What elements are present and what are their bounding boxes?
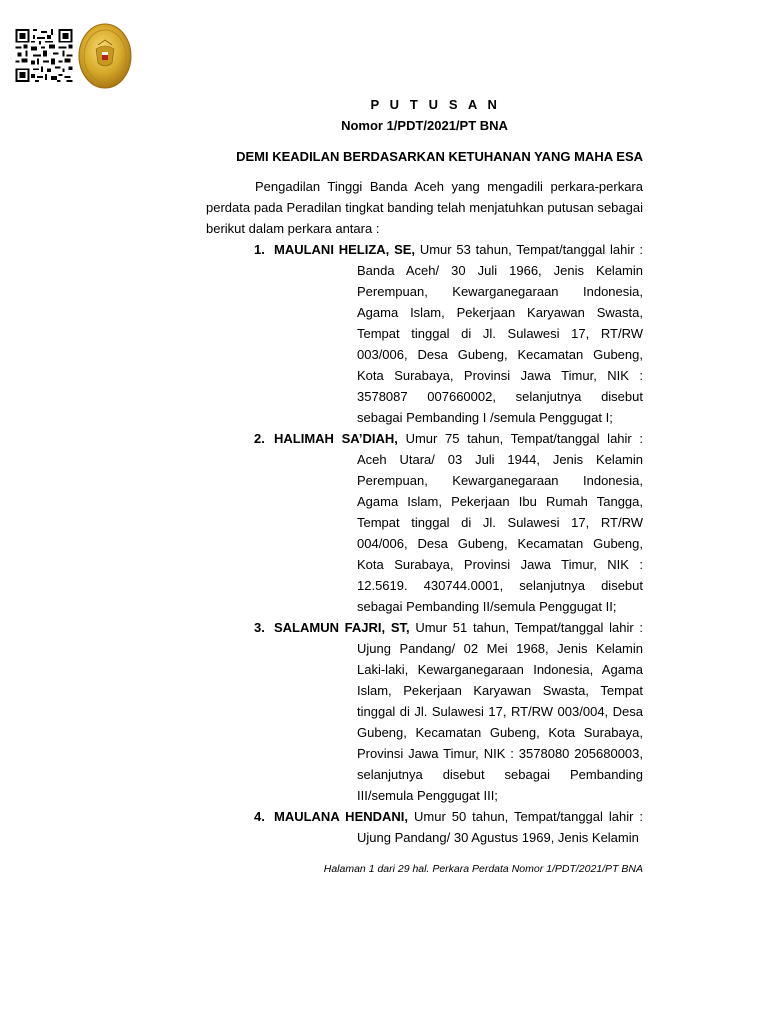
party-details: Banda Aceh/ 30 Juli 1966, Jenis Kelamin Perempuan, Kewarganegaraan Indonesia, Agama Islam, Pekerjaan Karyawan Swasta, Tempat tinggal di Jl. Sulawesi 17, RT/RW 003/006, Desa Gubeng, Kecamatan Gubeng, Kota Surabaya, Provinsi Jawa Timur, NIK : 3578087 007660002, selanjutnya disebut sebagai Pembanding I /semula Penggugat I; <box>357 263 643 425</box>
document-title: P U T U S A N <box>370 97 501 112</box>
qr-code-icon <box>15 29 73 82</box>
party-first-detail: Umur 50 tahun, Tempat/tanggal lahir : <box>414 809 643 824</box>
party-item <box>206 239 643 428</box>
party-first-line <box>274 806 643 827</box>
party-first-detail: Umur 53 tahun, Tempat/tanggal lahir : <box>419 242 643 257</box>
party-name: HALIMAH SA’DIAH, <box>274 431 398 446</box>
case-number: Nomor 1/PDT/2021/PT BNA <box>341 118 508 133</box>
party-details: Ujung Pandang/ 30 Agustus 1969, Jenis Kelamin <box>357 830 639 845</box>
party-number: 3. <box>254 620 265 635</box>
party-first-line <box>274 428 643 449</box>
party-first-detail: Umur 75 tahun, Tempat/tanggal lahir : <box>405 431 643 446</box>
party-number: 1. <box>254 242 265 257</box>
party-first-line <box>274 239 643 260</box>
party-details: Ujung Pandang/ 02 Mei 1968, Jenis Kelamin Laki-laki, Kewarganegaraan Indonesia, Agama Islam, Pekerjaan Karyawan Swasta, Tempat tinggal di Jl. Sulawesi 17, RT/RW 003/004, Desa Gubeng, Kecamatan Gubeng, Kota Surabaya, Provinsi Jawa Timur, NIK : 3578080 205680003, selanjutnya disebut sebagai Pembanding III/semula Penggugat III; <box>357 641 643 803</box>
party-number: 2. <box>254 431 265 446</box>
party-first-line <box>274 617 643 638</box>
verdict-document <box>206 94 643 848</box>
intro-paragraph: Pengadilan Tinggi Banda Aceh yang mengadili perkara-perkara perdata pada Peradilan tingkat banding telah menjatuhkan putusan sebagai berikut dalam perkara antara : <box>206 179 643 236</box>
party-name: MAULANA HENDANI, <box>274 809 409 824</box>
party-item <box>206 617 643 806</box>
party-first-detail: Umur 51 tahun, Tempat/tanggal lahir : <box>415 620 643 635</box>
party-item <box>206 428 643 617</box>
page-footer: Halaman 1 dari 29 hal. Perkara Perdata Nomor 1/PDT/2021/PT BNA <box>323 863 643 875</box>
party-name: SALAMUN FAJRI, ST, <box>274 620 410 635</box>
party-name: MAULANI HELIZA, SE, <box>274 242 416 257</box>
party-details: Aceh Utara/ 03 Juli 1944, Jenis Kelamin Perempuan, Kewarganegaraan Indonesia, Agama Islam, Pekerjaan Ibu Rumah Tangga, Tempat tinggal di Jl. Sulawesi 17, RT/RW 004/006, Desa Gubeng, Kecamatan Gubeng, Kota Surabaya, Provinsi Jawa Timur, NIK : 12.5619. 430744.0001, selanjutnya disebut sebagai Pembanding II/semula Penggugat II; <box>357 452 643 614</box>
preamble-heading: DEMI KEADILAN BERDASARKAN KETUHANAN YANG MAHA ESA <box>236 149 643 164</box>
party-number: 4. <box>254 809 265 824</box>
court-seal-logo <box>78 23 132 89</box>
party-item <box>206 806 643 848</box>
